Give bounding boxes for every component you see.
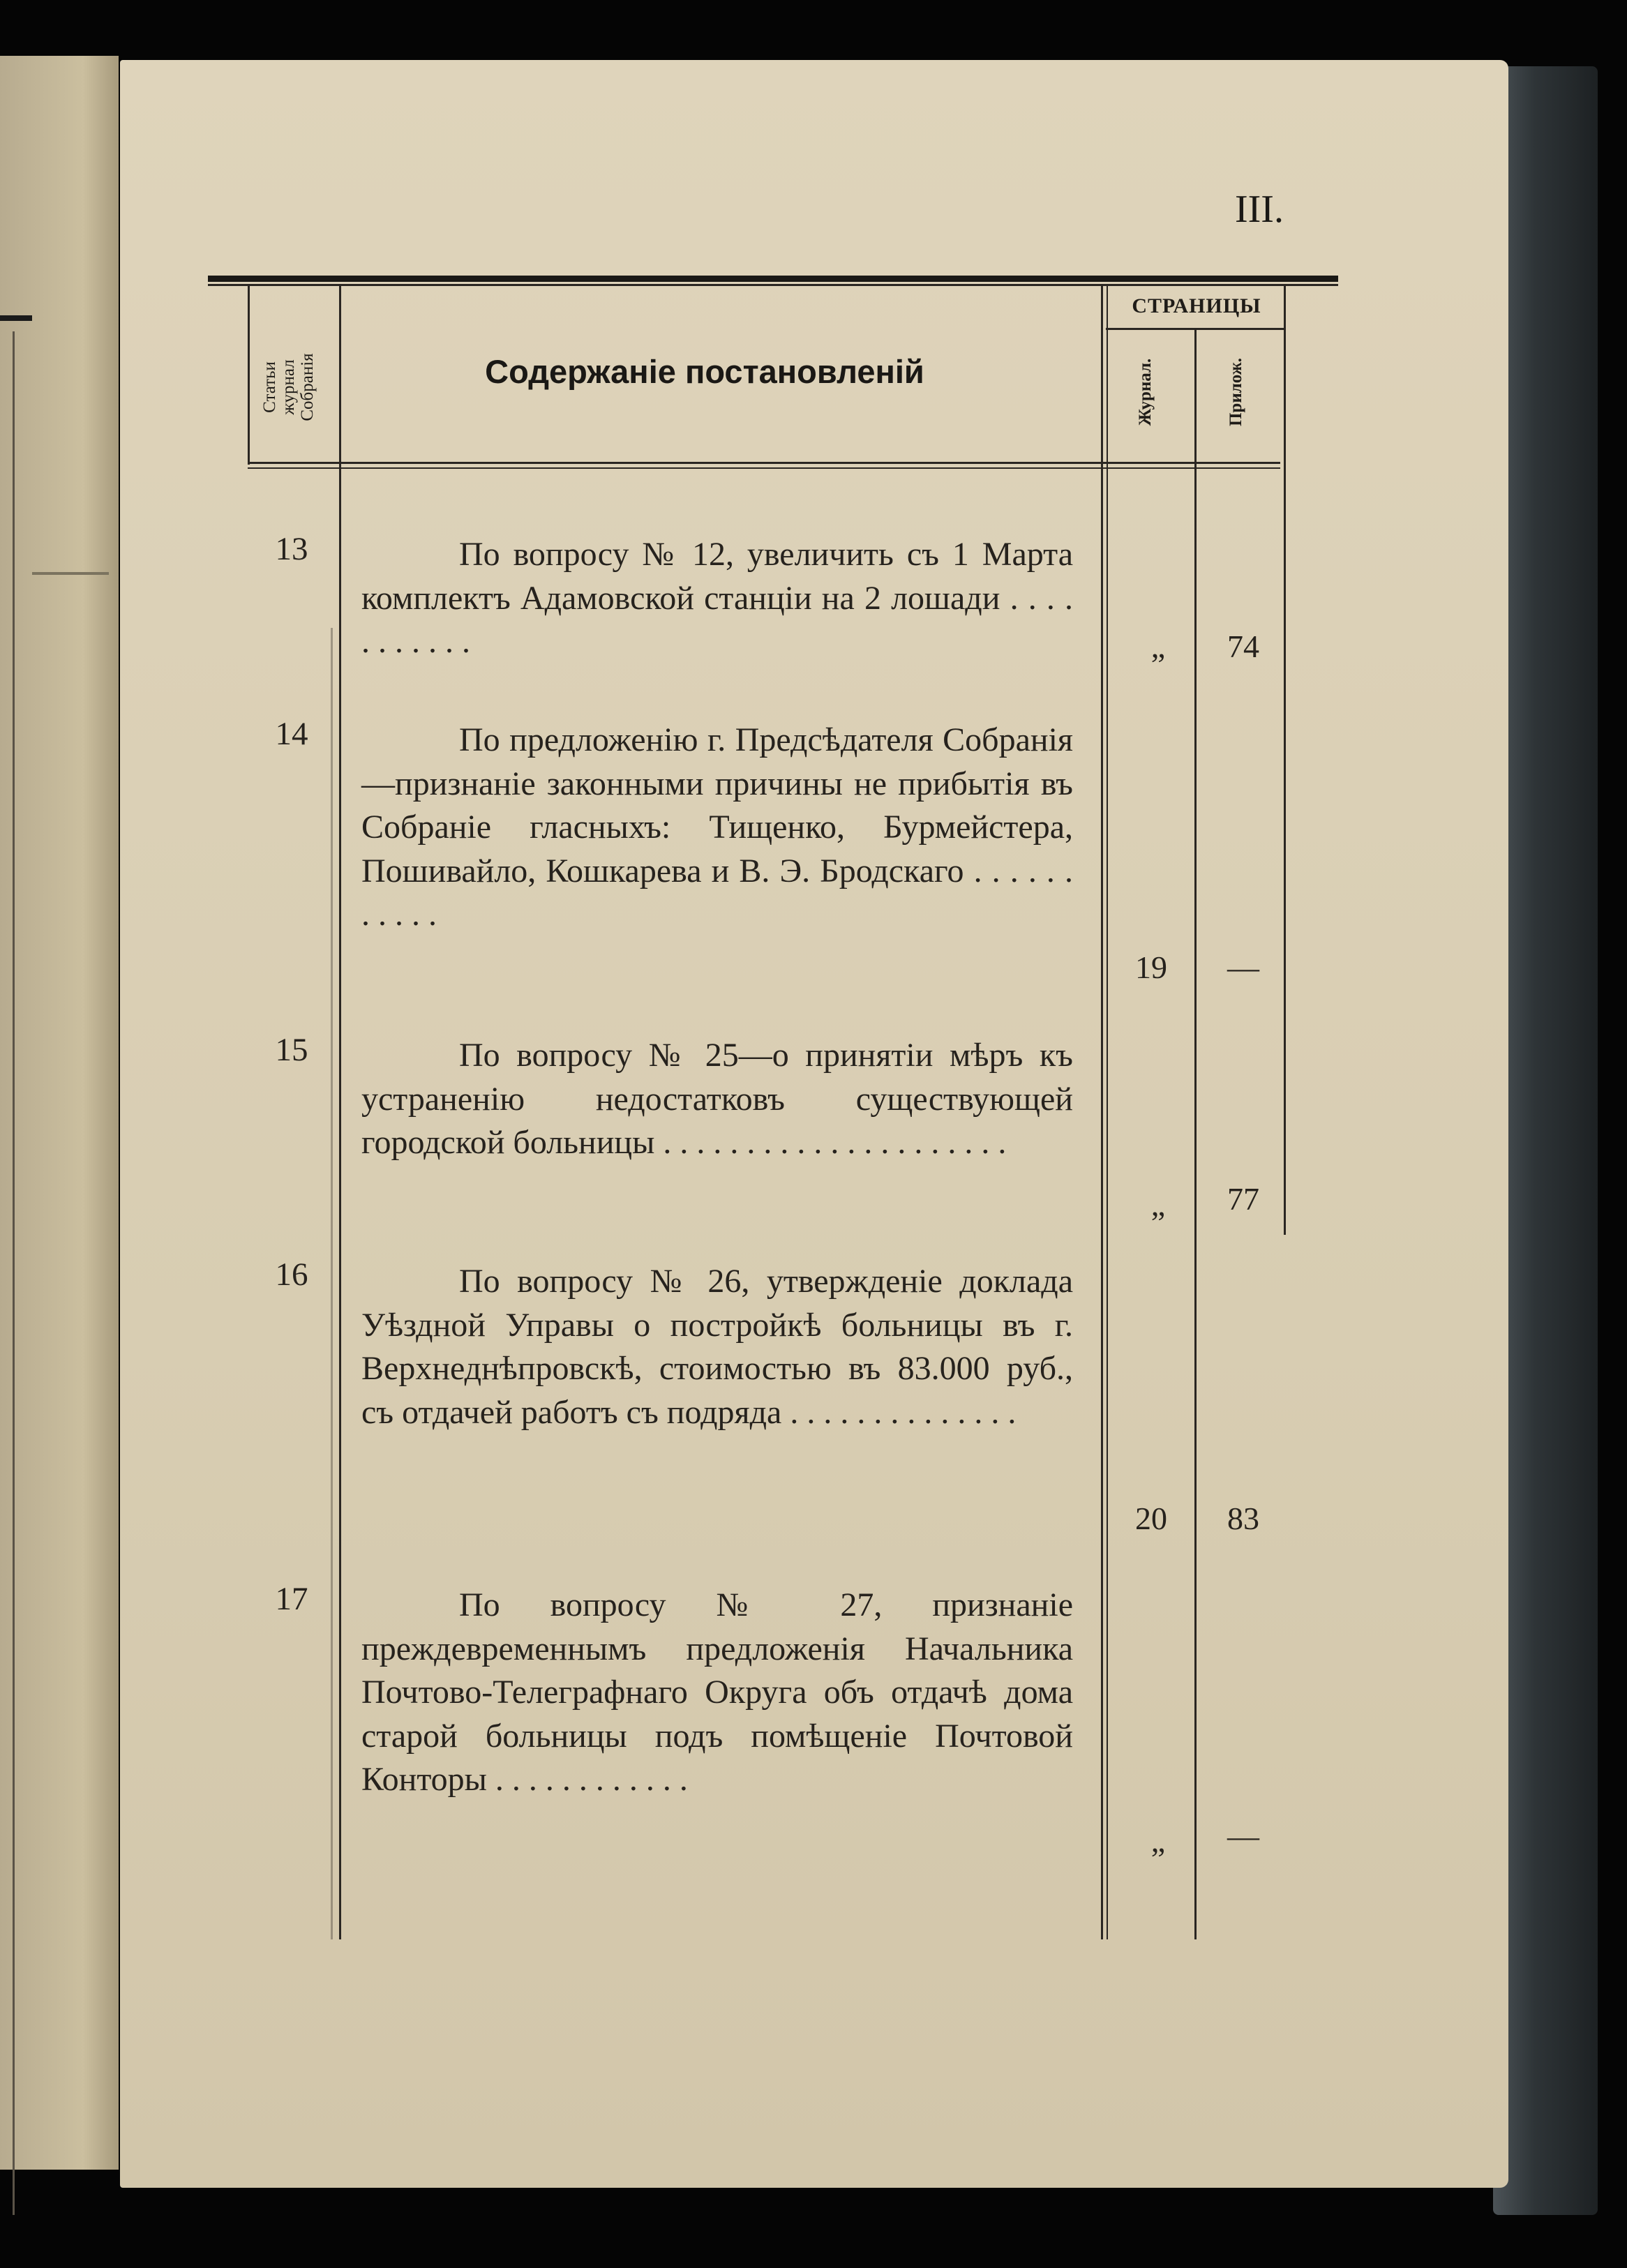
col-header-articles-line3: Собранія <box>298 353 317 421</box>
table-top-rule-thin <box>208 284 1338 286</box>
book-cover-edge <box>1493 66 1598 2215</box>
entry-appendix-page: 77 <box>1227 1181 1259 1217</box>
entry-number: 15 <box>275 1032 308 1068</box>
contents-title: Содержаніе постановленій <box>485 353 924 390</box>
entry-number: 13 <box>275 531 308 567</box>
entry-journal-page: „ <box>1150 629 1166 664</box>
col-line-appendix-right <box>1284 286 1286 1235</box>
entry-appendix-page: — <box>1227 1818 1259 1854</box>
col-header-journal: Журнал. <box>1136 358 1155 426</box>
entry-appendix-page: 74 <box>1227 629 1259 664</box>
col-header-articles-line2: журнал <box>279 359 298 415</box>
col-line-left <box>248 286 250 465</box>
left-page-rule <box>0 315 32 321</box>
entry-journal-page: „ <box>1150 1187 1166 1222</box>
header-bottom-rule-thin <box>248 467 1280 469</box>
entry-text: По предложенію г. Предсѣдателя Собранія—признаніе законными причины не прибытія въ Собраніе гласныхъ: Тищенко, Бурмейстера, Пошивайло, Кошкарева и В. Э. Бродскаго . . . . . . . . . . . <box>361 721 1073 933</box>
col-header-articles-line1: Статьи <box>260 361 279 413</box>
left-page-edge <box>0 56 119 2170</box>
entry-journal-page: 20 <box>1135 1501 1167 1536</box>
col-line-text-right <box>1101 286 1103 1939</box>
entry-appendix-page: 83 <box>1227 1501 1259 1536</box>
entry-text: По вопросу № 27, признаніе преждевременнымъ предложенія Начальника Почтово-Телеграфнаго Округа объ отдачѣ дома старой больницы подъ помѣщеніе Почтовой Конторы . . . . . . . . . . . . <box>361 1586 1073 1798</box>
entry-journal-page: 19 <box>1135 949 1167 985</box>
col-line-journal-right <box>1194 329 1197 1939</box>
entry-appendix-page: — <box>1227 949 1259 985</box>
entry-text: По вопросу № 12, увеличить съ 1 Марта комплектъ Адамовской станціи на 2 лошади . . . . . . . . . . . <box>361 536 1073 660</box>
col-line-text-right-double <box>1107 286 1108 1939</box>
left-page-dash <box>32 572 109 575</box>
entry-number: 14 <box>275 716 308 752</box>
pages-sub-rule <box>1106 328 1284 330</box>
entry-journal-page: „ <box>1150 1823 1166 1858</box>
col-header-articles <box>260 317 323 457</box>
entry-number: 16 <box>275 1256 308 1293</box>
left-page-column-line <box>13 331 15 2215</box>
page-number: III. <box>1235 188 1284 231</box>
entry-number: 17 <box>275 1581 308 1617</box>
col-line-articles-right <box>339 286 341 1939</box>
header-bottom-rule <box>248 462 1280 464</box>
entry-text: По вопросу № 26, утвержденіе доклада Уѣздной Управы о постройкѣ больницы въ г. Верхнеднѣпровскѣ, стоимостью въ 83.000 руб., съ отдачей работъ съ подряда . . . . . . . . . . . . . . <box>361 1263 1073 1431</box>
pages-label: СТРАНИЦЫ <box>1132 294 1261 317</box>
col-header-appendix: Прилож. <box>1227 357 1245 427</box>
table-top-rule <box>208 276 1338 282</box>
entry-text: По вопросу № 25—о принятіи мѣръ къ устраненію недостатковъ существующей городской больницы . . . . . . . . . . . . . . . . . . . . . <box>361 1037 1073 1161</box>
